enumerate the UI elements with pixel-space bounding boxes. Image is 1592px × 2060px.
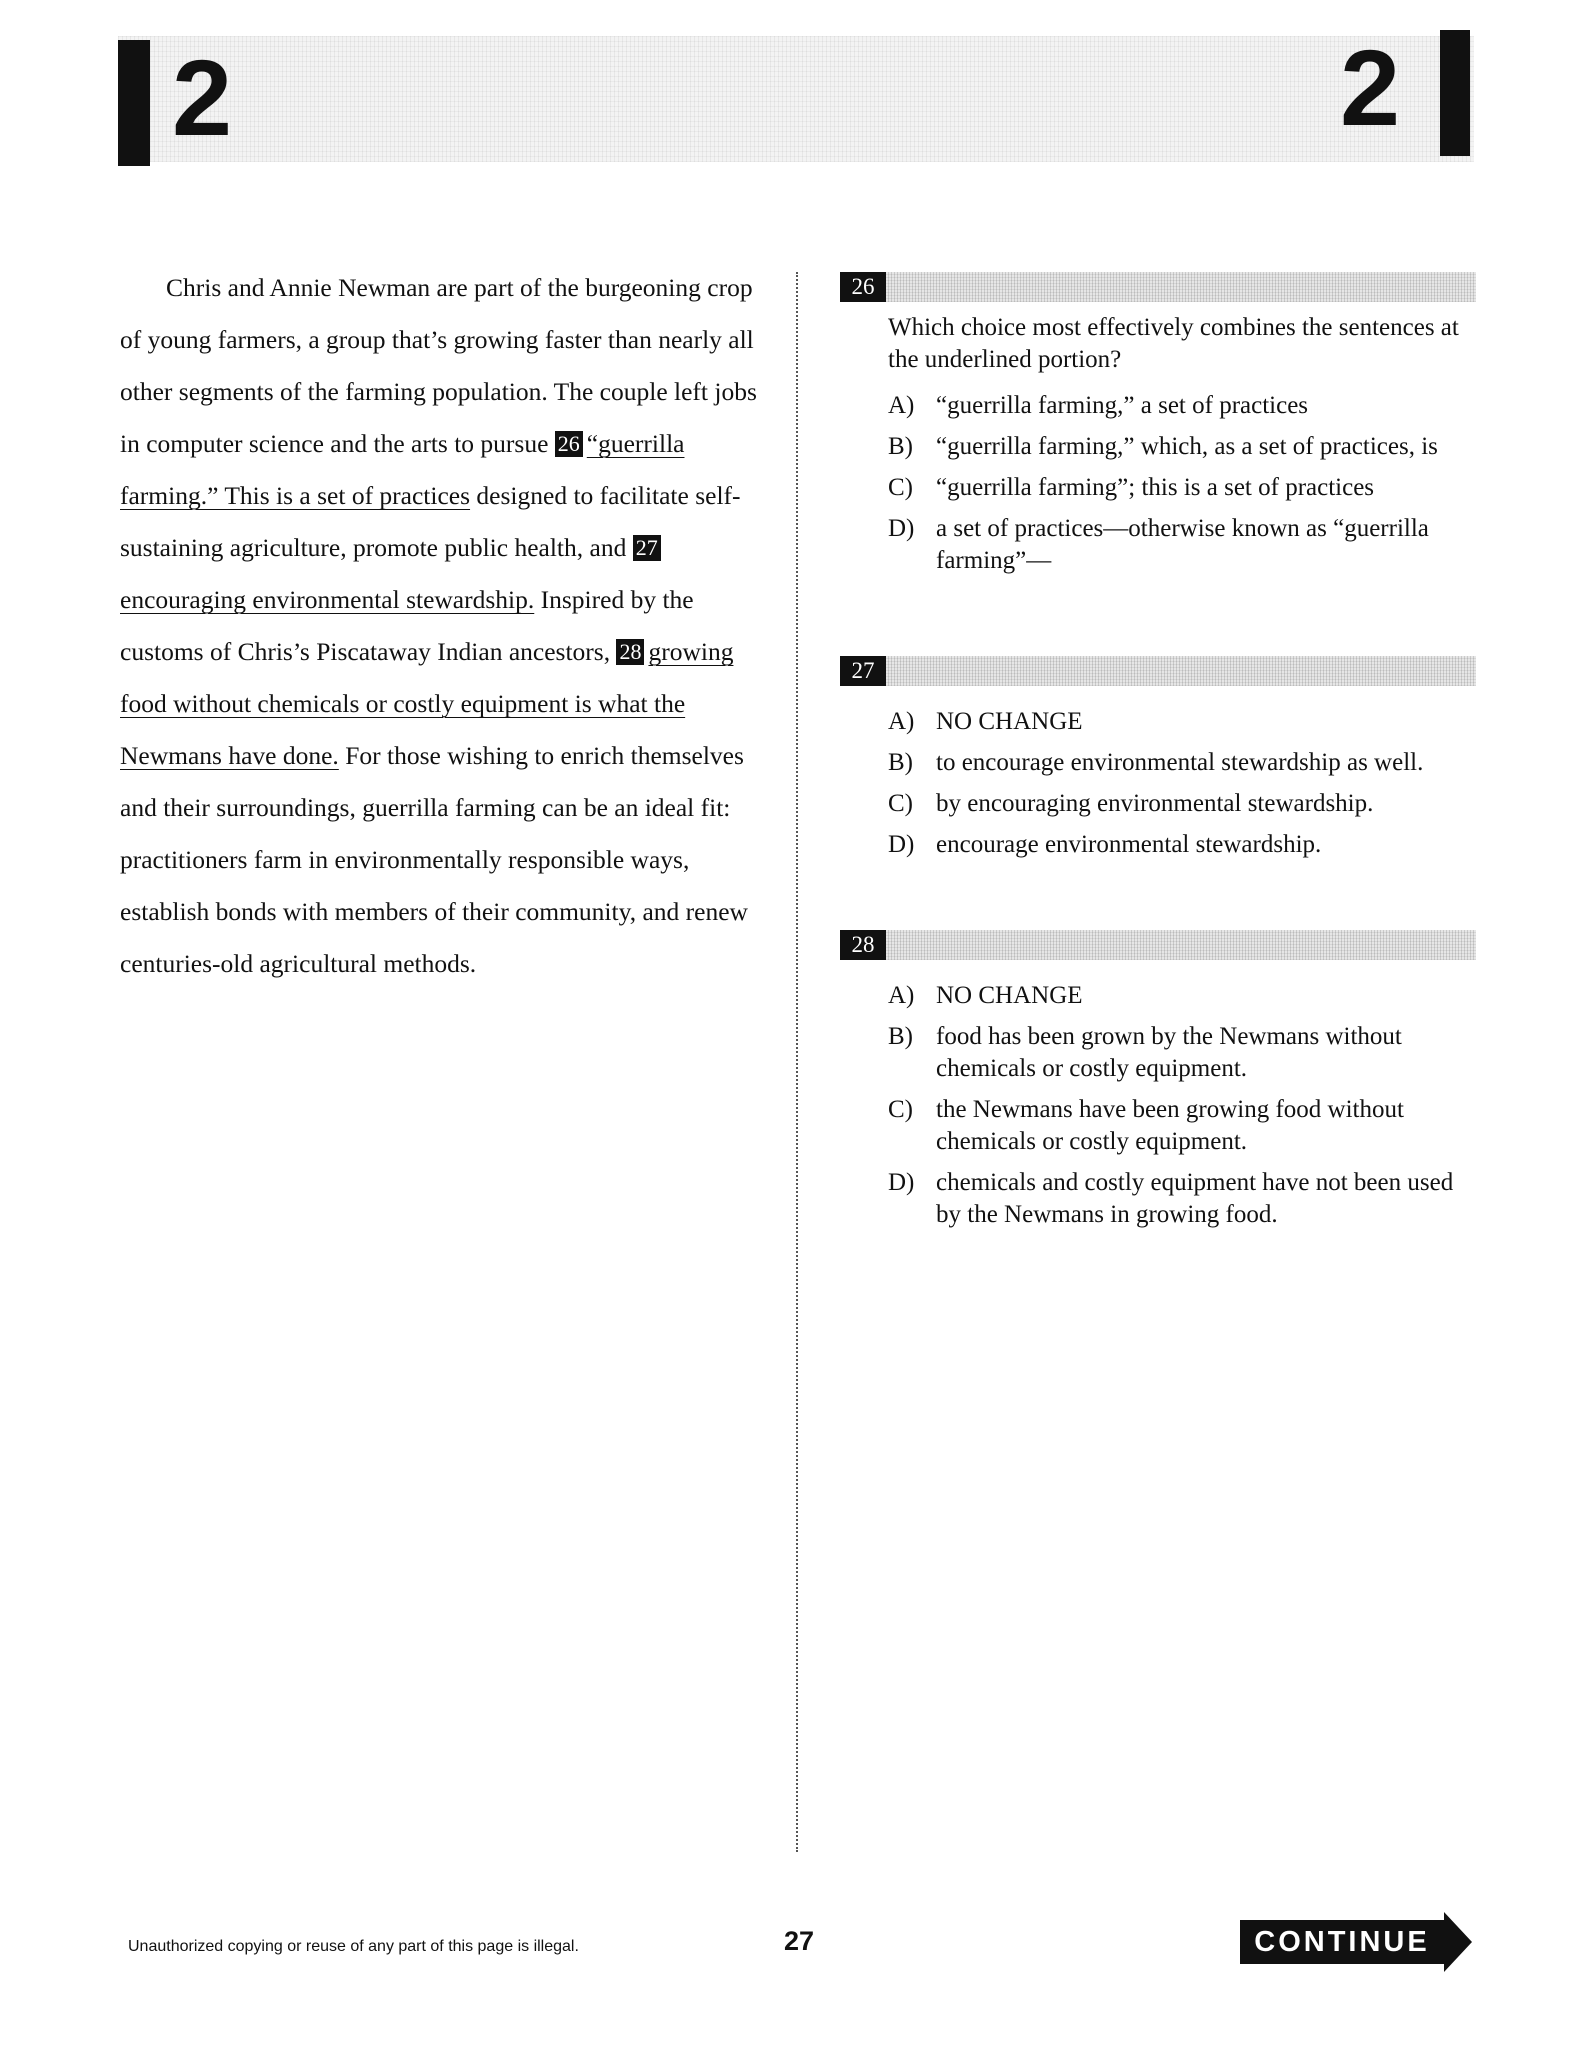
answer-choice-a[interactable] [888, 980, 1476, 1012]
choice-letter: A) [888, 708, 915, 735]
choice-letter: C) [888, 1096, 913, 1123]
question-prompt: Which choice most effectively combines the sentences at the underlined portion? [888, 314, 1459, 373]
choice-text: “guerrilla farming”; this is a set of practices [936, 474, 1375, 501]
column-divider [796, 272, 798, 1852]
choice-text: the Newmans have been growing food without chemicals or costly equipment. [936, 1096, 1404, 1155]
continue-label: CONTINUE [1254, 1926, 1430, 1958]
passage-text: Chris and Annie Newman are part of the burgeoning crop of young farmers, a group that’s growing faster than nearly all other segments of the farming population. The couple left jobs in computer science and the arts to pursue [120, 273, 757, 458]
underlined-portion-26: “guerrilla farming.” This is a set of practices [120, 429, 685, 510]
choice-letter: D) [888, 1169, 915, 1196]
passage-text: Inspired by the customs of Chris’s Piscataway Indian ancestors, [120, 585, 694, 666]
choice-text: to encourage environmental stewardship as well. [936, 749, 1424, 776]
choice-letter: A) [888, 982, 915, 1009]
question-header [840, 930, 1476, 960]
choice-letter: B) [888, 1023, 913, 1050]
question-number-badge: 26 [840, 272, 886, 302]
continue-button[interactable] [1240, 1912, 1472, 1972]
question-marker-27[interactable]: 27 [633, 535, 661, 561]
choice-text: by encouraging environmental stewardship. [936, 790, 1374, 817]
answer-choice-a[interactable] [888, 706, 1476, 738]
section-number-left: 2 [172, 37, 233, 158]
choice-text: chemicals and costly equipment have not been used by the Newmans in growing food. [936, 1169, 1454, 1228]
answer-choices [840, 390, 1476, 577]
answer-choice-b[interactable] [888, 747, 1476, 779]
question-header [840, 656, 1476, 686]
choice-letter: D) [888, 831, 915, 858]
choice-text: “guerrilla farming,” which, as a set of practices, is [936, 433, 1438, 460]
answer-choice-c[interactable] [888, 472, 1476, 504]
answer-choices [840, 706, 1476, 861]
choice-letter: B) [888, 749, 913, 776]
answer-choice-b[interactable] [888, 431, 1476, 463]
underlined-portion-27: encouraging environmental stewardship. [120, 585, 535, 614]
section-number-right: 2 [1340, 27, 1401, 148]
underlined-portion-28: growing food without chemicals or costly equipment is what the Newmans have done. [120, 637, 734, 770]
question-header [840, 272, 1476, 302]
answer-choice-d[interactable] [888, 829, 1476, 861]
choice-text: NO CHANGE [936, 708, 1083, 735]
question-number-badge: 28 [840, 930, 886, 960]
copyright-notice: Unauthorized copying or reuse of any part of this page is illegal. [128, 1938, 579, 1955]
question-26 [840, 272, 1476, 586]
choice-text: food has been grown by the Newmans without chemicals or costly equipment. [936, 1023, 1402, 1082]
section-header-band [118, 27, 1474, 162]
answer-choices [840, 980, 1476, 1231]
choice-letter: A) [888, 392, 915, 419]
page-number: 27 [784, 1926, 815, 1956]
choice-letter: D) [888, 515, 915, 542]
question-marker-26[interactable]: 26 [555, 431, 583, 457]
choice-text: encourage environmental stewardship. [936, 831, 1322, 858]
choice-letter: B) [888, 433, 913, 460]
section-marker-bar-right [1440, 30, 1470, 156]
choice-text: “guerrilla farming,” a set of practices [936, 392, 1309, 419]
choice-text: a set of practices—otherwise known as “guerrilla farming”— [936, 515, 1429, 574]
choice-letter: C) [888, 474, 913, 501]
reading-passage [120, 262, 760, 990]
passage-text: For those wishing to enrich themselves and their surroundings, guerrilla farming can be an ideal fit: practitioners farm in environmentally responsible ways, establish bonds with members of their community, and renew centuries-old agricultural methods. [120, 741, 748, 978]
answer-choice-d[interactable] [888, 1167, 1476, 1231]
answer-choice-c[interactable] [888, 788, 1476, 820]
question-marker-28[interactable]: 28 [616, 639, 644, 665]
choice-text: NO CHANGE [936, 982, 1083, 1009]
answer-choice-b[interactable] [888, 1021, 1476, 1085]
question-27 [840, 656, 1476, 870]
answer-choice-c[interactable] [888, 1094, 1476, 1158]
answer-choice-a[interactable] [888, 390, 1476, 422]
choice-letter: C) [888, 790, 913, 817]
answer-choice-d[interactable] [888, 513, 1476, 577]
passage-text: designed to facilitate self-sustaining agriculture, promote public health, and [120, 481, 741, 562]
section-marker-bar-left [118, 40, 150, 166]
question-28 [840, 930, 1476, 1240]
question-number-badge: 27 [840, 656, 886, 686]
